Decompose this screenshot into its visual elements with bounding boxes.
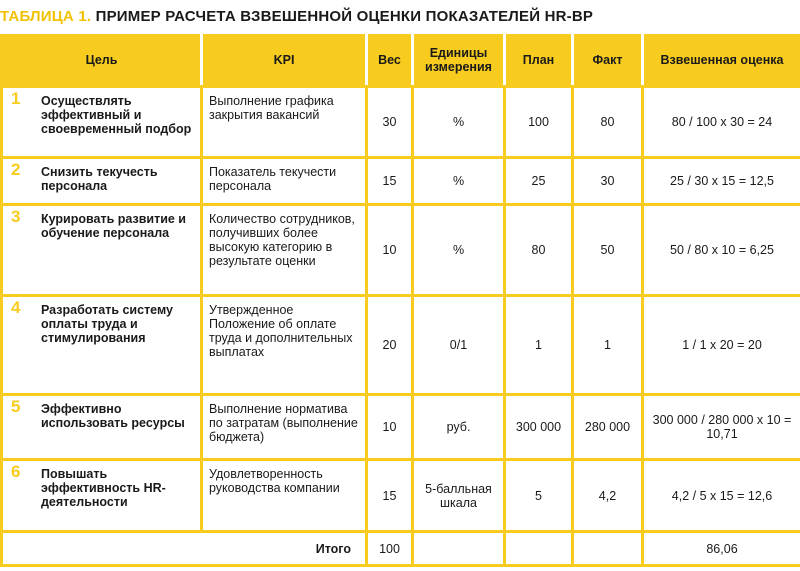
table-row xyxy=(2,460,800,532)
table-row xyxy=(2,87,800,158)
fact-cell: 280 000 xyxy=(573,395,643,460)
unit-cell: 0/1 xyxy=(413,296,505,395)
plan-cell: 100 xyxy=(505,87,573,158)
weight-cell: 30 xyxy=(367,87,413,158)
table-row xyxy=(2,296,800,395)
header-kpi: KPI xyxy=(202,33,367,87)
hr-bp-table xyxy=(0,31,800,567)
total-score: 86,06 xyxy=(643,532,800,566)
score-cell: 4,2 / 5 x 15 = 12,6 xyxy=(643,460,800,532)
kpi-cell: Удовлетворенность руководства компании xyxy=(202,460,367,532)
empty-cell xyxy=(413,532,505,566)
unit-cell: % xyxy=(413,205,505,296)
unit-cell: % xyxy=(413,87,505,158)
kpi-cell: Показатель текучести персонала xyxy=(202,158,367,205)
goal-cell xyxy=(2,395,202,460)
row-number: 2 xyxy=(11,160,21,179)
goal-text: Повышать эффективность HR-деятельности xyxy=(41,467,166,509)
table-caption: ПРИМЕР РАСЧЕТА ВЗВЕШЕННОЙ ОЦЕНКИ ПОКАЗАТЕЛЕЙ HR-BP xyxy=(95,8,594,25)
score-cell: 50 / 80 x 10 = 6,25 xyxy=(643,205,800,296)
goal-cell xyxy=(2,460,202,532)
fact-cell: 80 xyxy=(573,87,643,158)
goal-cell xyxy=(2,158,202,205)
fact-cell: 30 xyxy=(573,158,643,205)
header-weight: Вес xyxy=(367,33,413,87)
weight-cell: 10 xyxy=(367,395,413,460)
plan-cell: 25 xyxy=(505,158,573,205)
plan-cell: 300 000 xyxy=(505,395,573,460)
header-fact: Факт xyxy=(573,33,643,87)
score-cell: 25 / 30 x 15 = 12,5 xyxy=(643,158,800,205)
goal-cell xyxy=(2,296,202,395)
fact-cell: 50 xyxy=(573,205,643,296)
goal-cell xyxy=(2,205,202,296)
row-number: 3 xyxy=(11,207,21,226)
unit-cell: % xyxy=(413,158,505,205)
plan-cell: 1 xyxy=(505,296,573,395)
weight-cell: 15 xyxy=(367,158,413,205)
goal-text: Разработать систему оплаты труда и стимулирования xyxy=(41,303,174,345)
goal-text: Осуществлять эффективный и своевременный подбор xyxy=(41,94,192,136)
table-title xyxy=(0,8,593,25)
kpi-cell: Утвержденное Положение об оплате труда и дополнительных выплатах xyxy=(202,296,367,395)
empty-cell xyxy=(573,532,643,566)
unit-cell: 5-балльная шкала xyxy=(413,460,505,532)
weight-cell: 20 xyxy=(367,296,413,395)
score-cell: 80 / 100 x 30 = 24 xyxy=(643,87,800,158)
kpi-cell: Количество сотрудников, получивших более высокую категорию в результате оценки xyxy=(202,205,367,296)
total-row xyxy=(2,532,800,566)
plan-cell: 80 xyxy=(505,205,573,296)
empty-cell xyxy=(505,532,573,566)
fact-cell: 1 xyxy=(573,296,643,395)
weight-cell: 10 xyxy=(367,205,413,296)
score-cell: 1 / 1 x 20 = 20 xyxy=(643,296,800,395)
row-number: 5 xyxy=(11,397,21,416)
score-cell: 300 000 / 280 000 x 10 = 10,71 xyxy=(643,395,800,460)
goal-text: Эффективно использовать ресурсы xyxy=(41,402,185,430)
total-label: Итого xyxy=(2,532,367,566)
header-plan: План xyxy=(505,33,573,87)
goal-text: Снизить текучесть персонала xyxy=(41,165,158,193)
row-number: 4 xyxy=(11,298,21,317)
table-row xyxy=(2,205,800,296)
weight-cell: 15 xyxy=(367,460,413,532)
goal-cell xyxy=(2,87,202,158)
goal-text: Курировать развитие и обучение персонала xyxy=(41,212,186,240)
header-goal: Цель xyxy=(2,33,202,87)
fact-cell: 4,2 xyxy=(573,460,643,532)
header-unit: Единицы измерения xyxy=(413,33,505,87)
table-row xyxy=(2,395,800,460)
plan-cell: 5 xyxy=(505,460,573,532)
total-weight: 100 xyxy=(367,532,413,566)
kpi-cell: Выполнение графика закрытия вакансий xyxy=(202,87,367,158)
kpi-cell: Выполнение норматива по затратам (выполнение бюджета) xyxy=(202,395,367,460)
table-number: ТАБЛИЦА 1. xyxy=(0,8,92,25)
table-row xyxy=(2,158,800,205)
row-number: 1 xyxy=(11,89,21,108)
header-row xyxy=(2,33,800,87)
row-number: 6 xyxy=(11,462,21,481)
header-score: Взвешенная оценка xyxy=(643,33,800,87)
unit-cell: руб. xyxy=(413,395,505,460)
